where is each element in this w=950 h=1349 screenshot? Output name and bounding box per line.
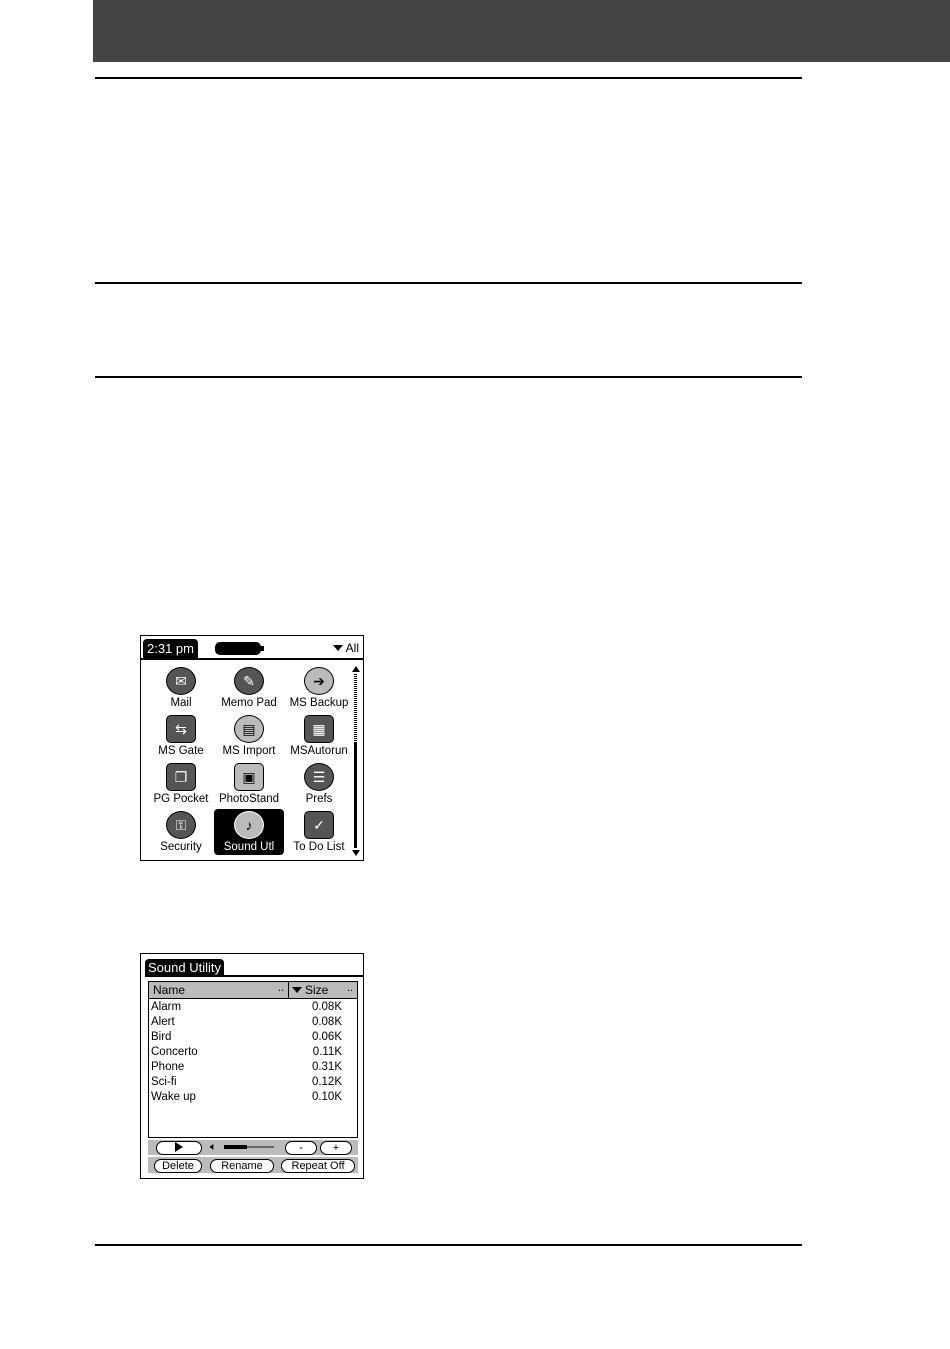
list-item[interactable] [149,1090,357,1105]
app-prefs[interactable] [284,761,354,807]
sound-rows [149,1000,357,1105]
list-item[interactable] [149,1015,357,1030]
app-sound-utl[interactable] [214,809,284,855]
category-picker[interactable] [333,641,359,655]
sound-size: 0.12K [311,1076,342,1088]
sound-name: Alert [151,1016,175,1028]
list-item[interactable] [149,1000,357,1015]
sound-name: Concerto [151,1046,198,1058]
rename-button[interactable]: Rename [210,1159,274,1173]
photostand-icon: ▣ [234,763,264,791]
memo-pad-icon: ✎ [234,667,264,695]
scroll-up-icon[interactable] [352,666,360,672]
app-label: Sound Utl [223,841,275,853]
column-name-header[interactable]: Name [153,983,186,997]
sound-name: Wake up [151,1091,196,1103]
sound-size: 0.06K [311,1031,342,1043]
launcher-top-bar [141,636,363,660]
list-item[interactable] [149,1075,357,1090]
battery-icon [215,642,261,655]
ms-gate-icon: ⇆ [166,715,196,743]
prefs-icon: ☰ [304,763,334,791]
column-size-resize[interactable]: .. [347,982,354,994]
sound-utility-screen [140,953,364,1179]
category-label: All [345,641,359,655]
volume-up-button[interactable]: + [320,1141,352,1155]
app-label: PhotoStand [218,793,280,805]
column-divider [288,982,289,998]
action-buttons [148,1157,358,1173]
header-bar [93,0,950,62]
play-icon [175,1142,183,1152]
sound-utl-icon: ♪ [234,811,264,839]
app-pg-pocket[interactable] [146,761,216,807]
launcher-scrollbar[interactable] [351,666,361,856]
section-rule [95,282,802,284]
delete-button[interactable]: Delete [154,1159,202,1173]
section-rule [95,376,802,378]
app-ms-import[interactable] [214,713,284,759]
app-label: Prefs [305,793,333,805]
clock-tab[interactable]: 2:31 pm [143,639,198,658]
section-rule [95,77,802,79]
app-label: To Do List [293,841,345,853]
sound-size: 0.08K [311,1001,342,1013]
to-do-list-icon: ✓ [304,811,334,839]
sound-size: 0.11K [312,1046,342,1058]
app-memo-pad[interactable] [214,665,284,711]
app-label: MS Backup [289,697,349,709]
sound-name: Phone [151,1061,185,1073]
sort-arrow-icon [292,987,302,993]
app-ms-autorun[interactable] [284,713,354,759]
app-title-tab[interactable]: Sound Utility [145,959,224,976]
security-icon: ⚿ [166,811,196,839]
playback-controls [148,1140,358,1155]
launcher-screen [140,635,364,861]
sound-list [148,981,358,1138]
list-item[interactable] [149,1060,357,1075]
play-button[interactable] [156,1141,202,1155]
app-label: MS Gate [158,745,204,757]
sound-size: 0.31K [311,1061,342,1073]
app-photostand[interactable] [214,761,284,807]
volume-level [224,1145,247,1149]
ms-backup-icon: ➔ [304,667,334,695]
footer-rule [95,1244,802,1246]
list-item[interactable] [149,1045,357,1060]
pg-pocket-icon: ❐ [166,763,196,791]
title-underline [145,975,363,977]
app-ms-gate[interactable] [146,713,216,759]
list-header [149,982,357,999]
app-label: Security [160,841,202,853]
ms-autorun-icon: ▦ [304,715,334,743]
app-ms-backup[interactable] [284,665,354,711]
repeat-button[interactable]: Repeat Off [281,1159,355,1173]
app-to-do-list[interactable] [284,809,354,855]
app-label: MS Import [222,745,276,757]
speaker-icon: 🔈︎ [210,1141,217,1153]
sound-size: 0.10K [311,1091,342,1103]
sound-name: Alarm [151,1001,182,1013]
dropdown-arrow-icon [333,645,343,651]
column-size-header[interactable] [292,982,328,998]
app-label: Memo Pad [221,697,277,709]
column-name-resize[interactable]: .. [278,982,285,994]
mail-icon: ✉ [166,667,196,695]
app-label: PG Pocket [153,793,209,805]
scroll-thumb[interactable] [354,742,357,848]
list-item[interactable] [149,1030,357,1045]
app-mail[interactable] [146,665,216,711]
volume-slider[interactable] [224,1146,274,1148]
ms-import-icon: ▤ [234,715,264,743]
scroll-down-icon[interactable] [352,850,360,856]
column-size-label: Size [305,983,329,997]
app-security[interactable] [146,809,216,855]
volume-down-button[interactable]: - [285,1141,317,1155]
app-label: Mail [170,697,192,709]
sound-name: Sci-fi [151,1076,177,1088]
app-label: MSAutorun [290,745,348,757]
sound-size: 0.08K [311,1016,342,1028]
sound-name: Bird [151,1031,172,1043]
